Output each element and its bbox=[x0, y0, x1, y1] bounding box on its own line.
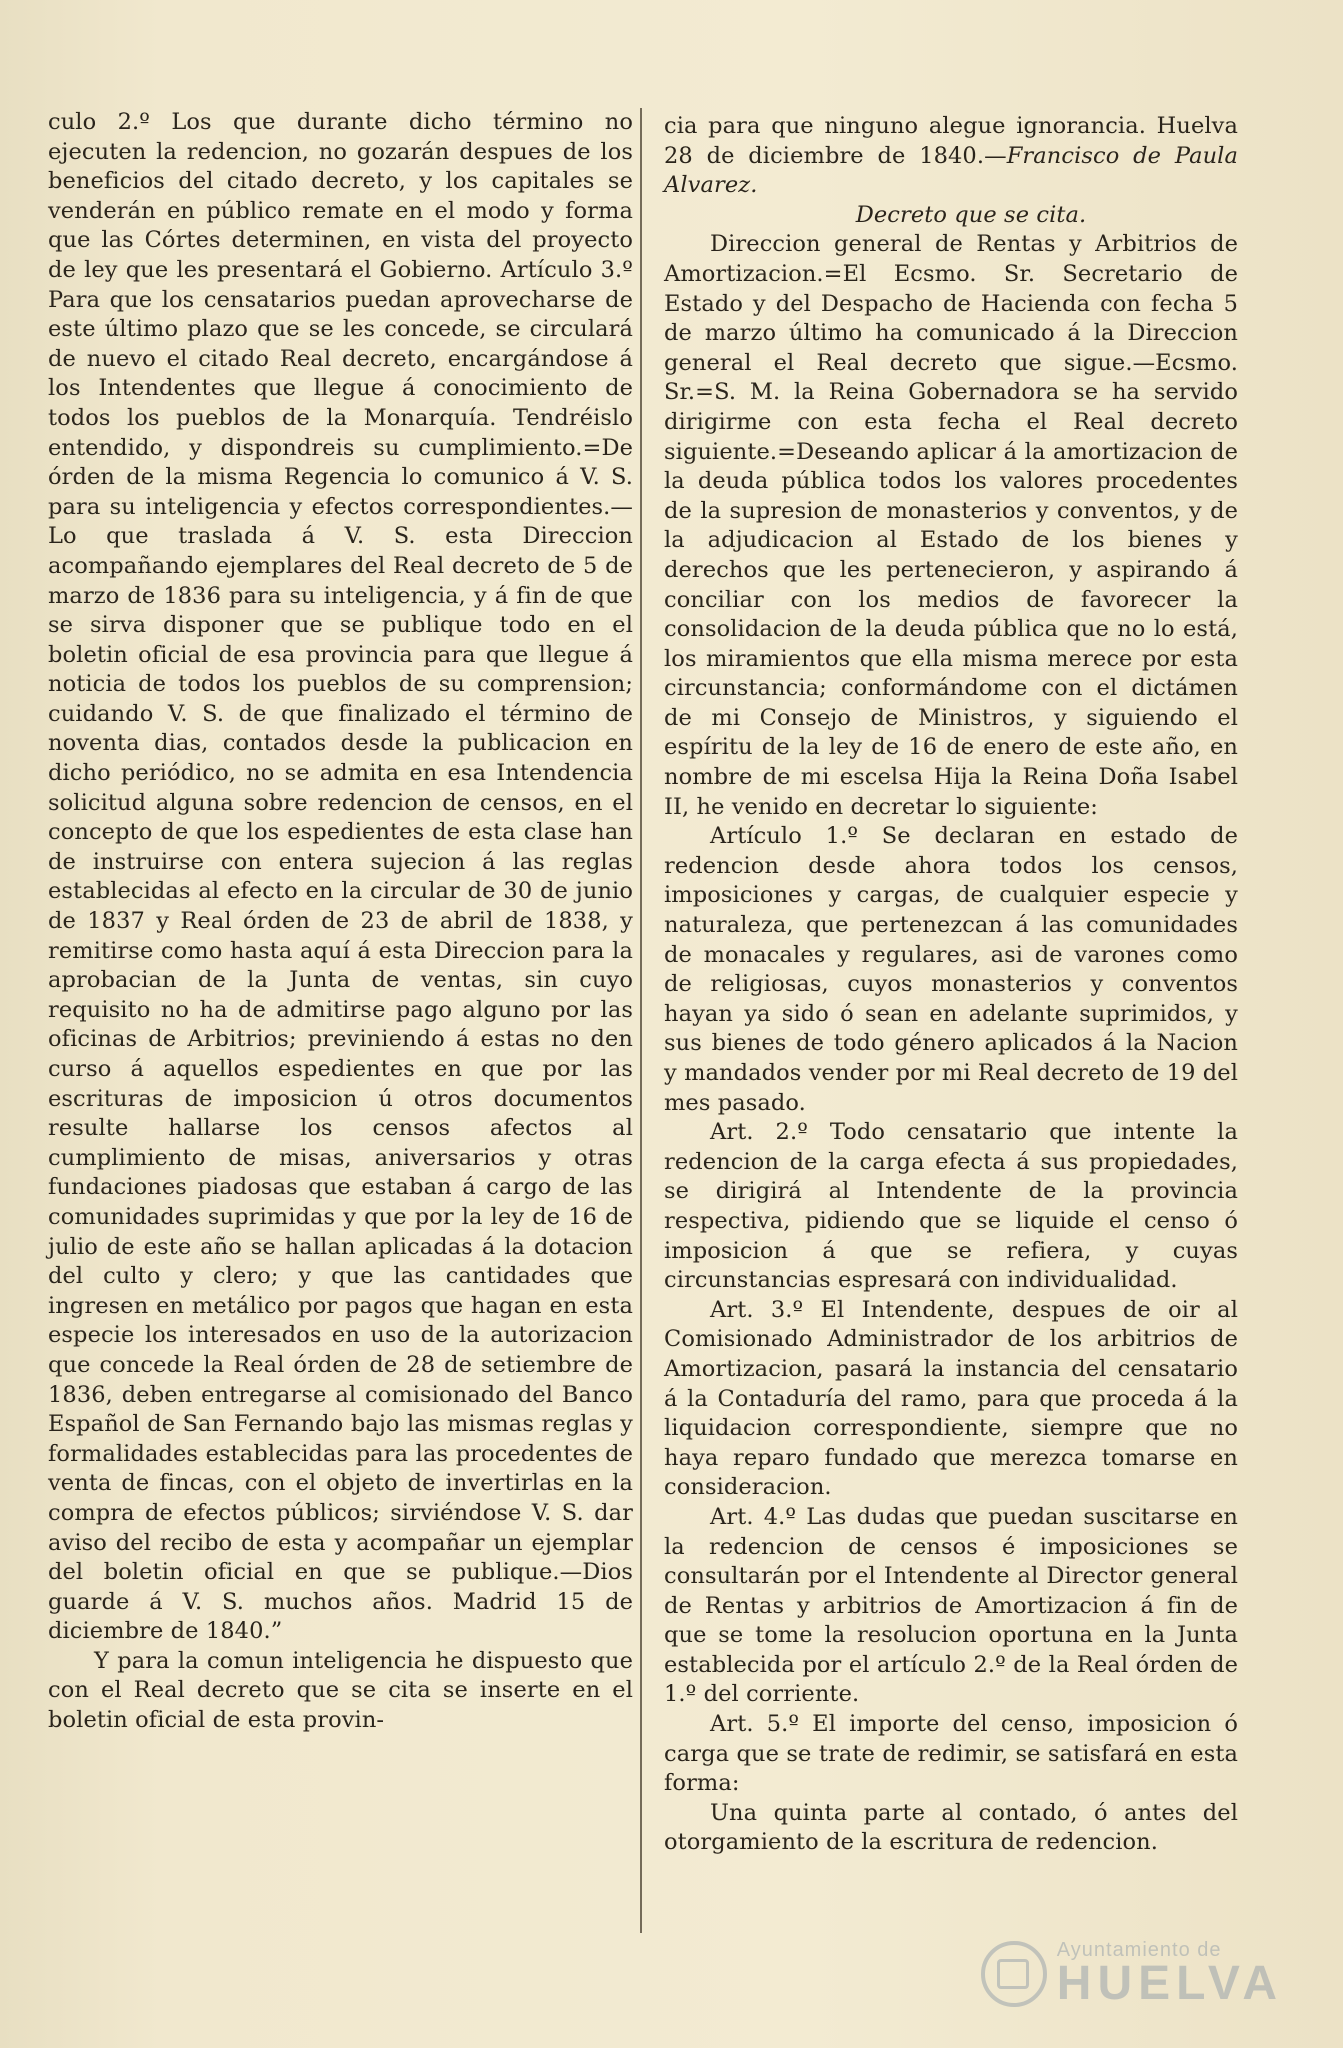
signature: Francisco de Paula Alvarez. bbox=[664, 142, 1238, 199]
left-column bbox=[48, 108, 633, 1736]
article-2: Art. 2.º Todo censatario que intente la redencion de la carga efecta á sus propiedades, se dirigirá al Intendente de la provincia respectiva, pidiendo que se liquide el censo ó imposicion á que se refiera, y cuyas circunstancias espresará con individualidad. bbox=[664, 1119, 1238, 1294]
watermark-text bbox=[1057, 1940, 1283, 2008]
column-divider bbox=[640, 108, 642, 1933]
watermark-line-2: HUELVA bbox=[1056, 1957, 1283, 2010]
article-1: Artículo 1.º Se declaran en estado de redencion desde ahora todos los censos, imposiciones y cargas, de cualquier especie y naturaleza, que pertenezcan á las comunidades de monacales y regulares, asi de varones como de religiosas, cuyos monasterios y conventos hayan ya sido ó sean en adelante suprimidos, y sus bienes de todo género aplicados á la Nacion y mandados vender por mi Real decreto de 19 del mes pasado. bbox=[664, 823, 1238, 1116]
article-4: Art. 4.º Las dudas que puedan suscitarse en la redencion de censos é imposiciones se consultarán por el Intendente al Director general de Rentas y arbitrios de Amortizacion á fin de que se tome la resolucion oportuna en la Junta establecida por el artículo 2.º de la Real órden de 1.º del corriente. bbox=[664, 1503, 1238, 1708]
watermark-line-1: Ayuntamiento de bbox=[1056, 1939, 1222, 1961]
left-paragraph-1: culo 2.º Los que durante dicho término no ejecuten la redencion, no gozarán despues de los beneficios del citado decreto, y los capitales se venderán en público remate en el modo y forma que las Córtes determinen, en vista del proyecto de ley que les presentará el Gobierno. Artículo 3.º Para que los censatarios puedan aprovecharse de este último plazo que se les concede, se circulará de nuevo el citado Real decreto, encargándose á los Intendentes que llegue á conocimiento de todos los pueblos de la Monarquía. Tendréislo entendido, y dispondreis su cumplimiento.=De órden de la misma Regencia lo comunico á V. S. para su inteligencia y efectos correspondientes.—Lo que traslada á V. S. esta Direccion acompañando ejemplares del Real decreto de 5 de marzo de 1836 para su inteligencia, y á fin de que se sirva disponer que se publique todo en el boletin oficial de esa provincia para que llegue á noticia de todos los pueblos de su comprension; cuidando V. S. de que finalizado el término de noventa dias, contados desde la publicacion en dicho periódico, no se admita en esa Intendencia solicitud alguna sobre redencion de censos, en el concepto de que los espedientes de esta clase han de instruirse con entera sujecion á las reglas establecidas al efecto en la circular de 30 de junio de 1837 y Real órden de 23 de abril de 1838, y remitirse como hasta aquí á esta Direccion para la aprobacian de la Junta de ventas, sin cuyo requisito no ha de admitirse pago alguno por las oficinas de Arbitrios; previniendo á estas no den curso á aquellos espedientes en que por las escrituras de imposicion ú otros documentos resulte hallarse los censos afectos al cumplimiento de misas, aniversarios y otras fundaciones piadosas que estaban á cargo de las comunidades suprimidas y que por la ley de 16 de julio de este año se hallan aplicadas á la dotacion del culto y clero; y que las cantidades que ingresen en metálico por pagos que hagan en esta especie los interesados en uso de la autorizacion que concede la Real órden de 28 de setiembre de 1836, deben entregarse al comisionado del Banco Español de San Fernando bajo las mismas reglas y formalidades establecidas para las procedentes de venta de fincas, con el objeto de invertirlas en la compra de efectos públicos; sirviéndose V. S. dar aviso del recibo de esta y acompañar un ejemplar del boletin oficial en que se publique.—Dios guarde á V. S. muchos años. Madrid 15 de diciembre de 1840.” bbox=[48, 109, 633, 1645]
left-paragraph-2: Y para la comun inteligencia he dispuesto que con el Real decreto que se cita se inserte en el boletin oficial de esta provin- bbox=[48, 1647, 633, 1734]
article-3: Art. 3.º El Intendente, despues de oir al Comisionado Administrador de los arbitrios de Amortizacion, pasará la instancia del censatario á la Contaduría del ramo, para que proceda á la liquidacion correspondiente, siempre que no haya reparo fundado que merezca tomarse en consideracion. bbox=[664, 1296, 1238, 1501]
right-paragraph-1 bbox=[664, 112, 1238, 201]
closing-text: cia para que ninguno alegue ignorancia. Huelva 28 de diciembre de 1840.— bbox=[664, 113, 1238, 169]
right-column bbox=[664, 112, 1238, 1858]
article-5: Art. 5.º El importe del censo, imposicion ó carga que se trate de redimir, se satisfará en esta forma: bbox=[664, 1711, 1238, 1797]
decree-heading: Decreto que se cita. bbox=[855, 201, 1087, 228]
right-paragraph-last: Una quinta parte al contado, ó antes del otorgamiento de la escritura de redencion. bbox=[664, 1799, 1238, 1856]
right-paragraph-2: Direccion general de Rentas y Arbitrios de Amortizacion.=El Ecsmo. Sr. Secretario de Estado y del Despacho de Hacienda con fecha 5 de marzo último ha comunicado á la Direccion general el Real decreto que sigue.—Ecsmo. Sr.=S. M. la Reina Gobernadora se ha servido dirigirme con esta fecha el Real decreto siguiente.=Deseando aplicar á la amortizacion de la deuda pública todos los valores procedentes de la supresion de monasterios y conventos, y de la adjudicacion al Estado de los bienes y derechos que les pertenecieron, y aspirando á conciliar con los medios de favorecer la consolidacion de la deuda pública que no lo está, los miramientos que ella misma merece por esta circunstancia; conformándome con el dictámen de mi Consejo de Ministros, y siguiendo el espíritu de la ley de 16 de enero de este año, en nombre de mi escelsa Hija la Reina Doña Isabel II, he venido en decretar lo siguiente: bbox=[664, 231, 1238, 820]
city-seal-icon bbox=[981, 1941, 1047, 2007]
archive-watermark bbox=[981, 1940, 1283, 2008]
